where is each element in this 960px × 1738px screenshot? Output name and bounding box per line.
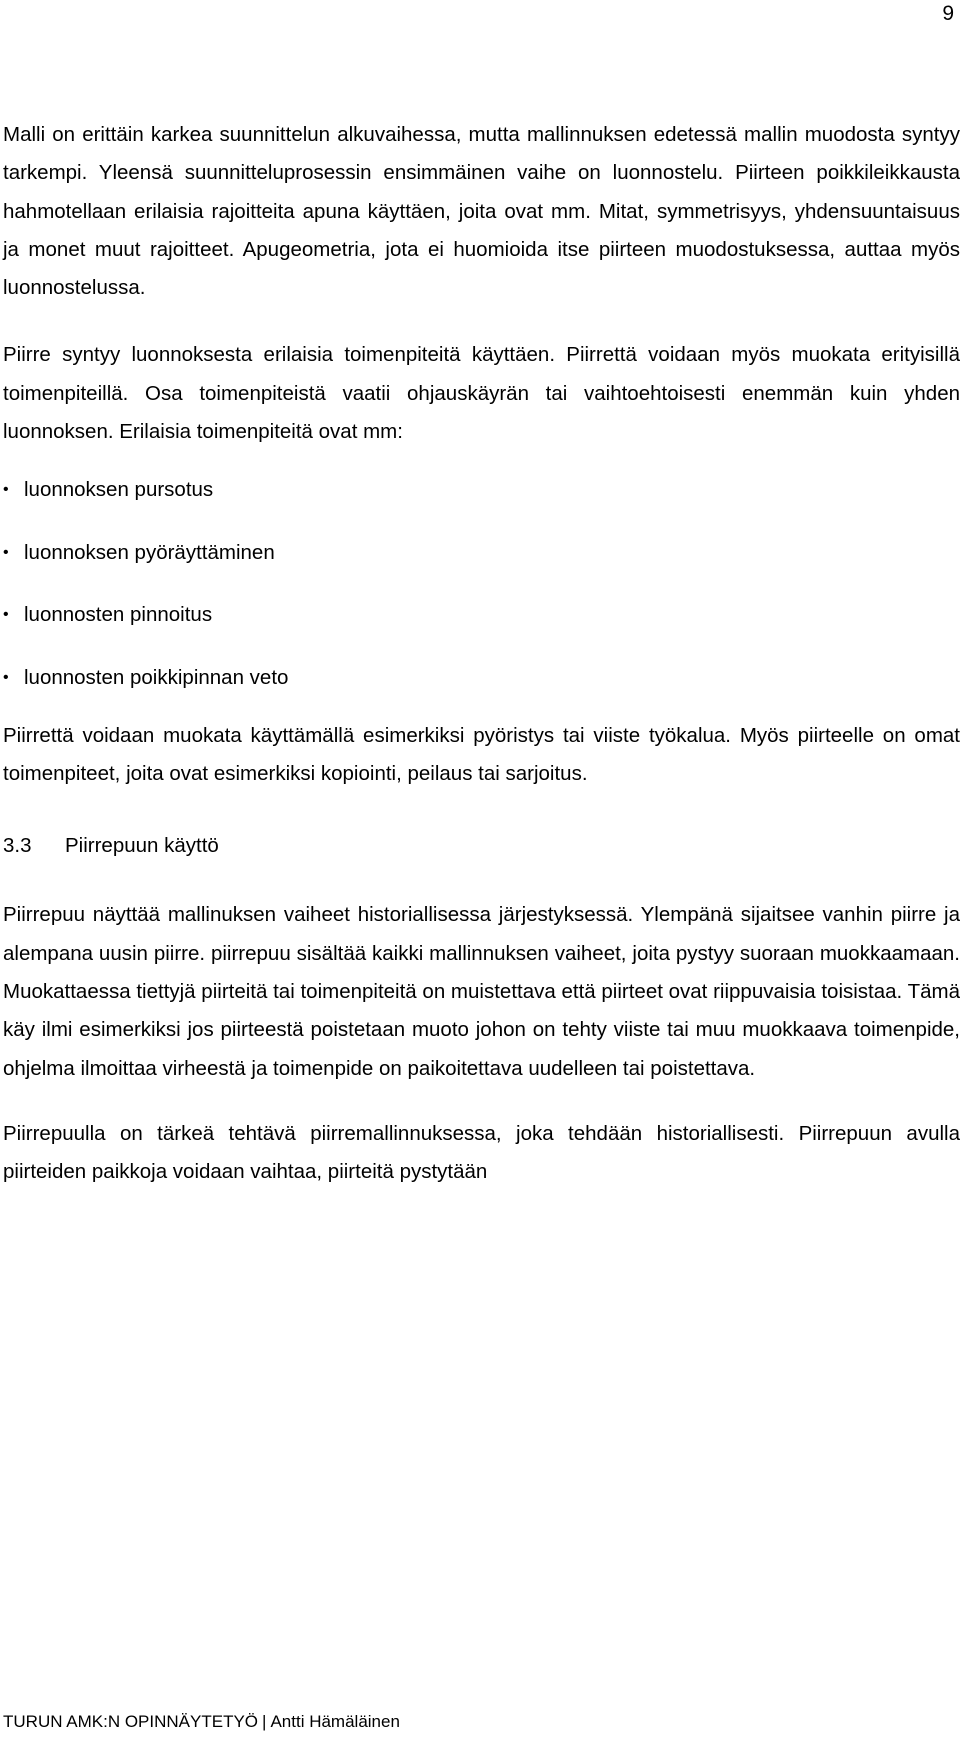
- footer-institution: TURUN AMK:N OPINNÄYTETYÖ: [3, 1712, 259, 1731]
- bullet-icon: •: [3, 543, 9, 561]
- document-body: [3, 116, 960, 1192]
- list-item: • luonnosten pinnoitus: [3, 603, 213, 627]
- list-item: • luonnoksen pursotus: [3, 478, 214, 502]
- bullet-icon: •: [3, 606, 9, 624]
- bullet-icon: •: [3, 481, 9, 499]
- list-item: • luonnoksen pyöräyttäminen: [3, 540, 275, 564]
- page-footer: [3, 1712, 400, 1732]
- bullet-icon: •: [3, 668, 9, 686]
- paragraph-feature-tree-role: Piirrepuulla on tärkeä tehtävä piirremallinnuksessa, joka tehdään historiallisesti. Piirrepuun avulla piirteiden paikkoja voidaan vaihtaa, piirteitä pystytään: [3, 1121, 960, 1184]
- section-title: Piirrepuun käyttö: [65, 834, 219, 858]
- footer-separator: |: [262, 1712, 267, 1731]
- page-number: 9: [942, 2, 954, 25]
- paragraph-feature-editing: Piirrettä voidaan muokata käyttämällä esimerkiksi pyöristys tai viiste työkalua. Myös piirteelle on omat toimenpiteet, joita ovat esimerkiksi kopiointi, peilaus tai sarjoitus.: [3, 723, 960, 786]
- operations-list: [3, 478, 960, 690]
- paragraph-feature-tree: Piirrepuu näyttää mallinuksen vaiheet historiallisessa järjestyksessä. Ylempänä sijaitsee vanhin piirre ja alempana uusin piirre. piirrepuu sisältää kaikki mallinnuksen vaiheet, joita pystyy suoraan muokkaamaan. Muokattaessa tiettyjä piirteitä tai toimenpiteitä on muistettava että piirteet ovat riippuvaisia toisistaa. Tämä käy ilmi esimerkiksi jos piirteestä poistetaan muoto johon on tehty viiste tai muu muokkaava toimenpide, ohjelma ilmoittaa virheestä ja toimenpide on paikoitettava uudelleen tai poistettava.: [3, 903, 960, 1080]
- footer-author: Antti Hämäläinen: [270, 1712, 400, 1731]
- list-item: • luonnosten poikkipinnan veto: [3, 665, 289, 689]
- section-number: 3.3: [3, 834, 32, 858]
- paragraph-intro: Malli on erittäin karkea suunnittelun alkuvaihessa, mutta mallinnuksen edetessä mallin muodosta syntyy tarkempi. Yleensä suunnitteluprosessin ensimmäinen vaihe on luonnostelu. Piirteen poikkileikkausta hahmotellaan erilaisia rajoitteita apuna käyttäen, joita ovat mm. Mitat, symmetrisyys, yhdensuuntaisuus ja monet muut rajoitteet. Apugeometria, jota ei huomioida itse piirteen muodostuksessa, auttaa myös luonnostelussa.: [3, 123, 960, 300]
- paragraph-feature-creation: Piirre syntyy luonnoksesta erilaisia toimenpiteitä käyttäen. Piirrettä voidaan myös muokata erityisillä toimenpiteillä. Osa toimenpiteistä vaatii ohjauskäyrän tai vaihtoehtoisesti enemmän kuin yhden luonnoksen. Erilaisia toimenpiteitä ovat mm:: [3, 343, 960, 444]
- section-heading: [3, 834, 960, 858]
